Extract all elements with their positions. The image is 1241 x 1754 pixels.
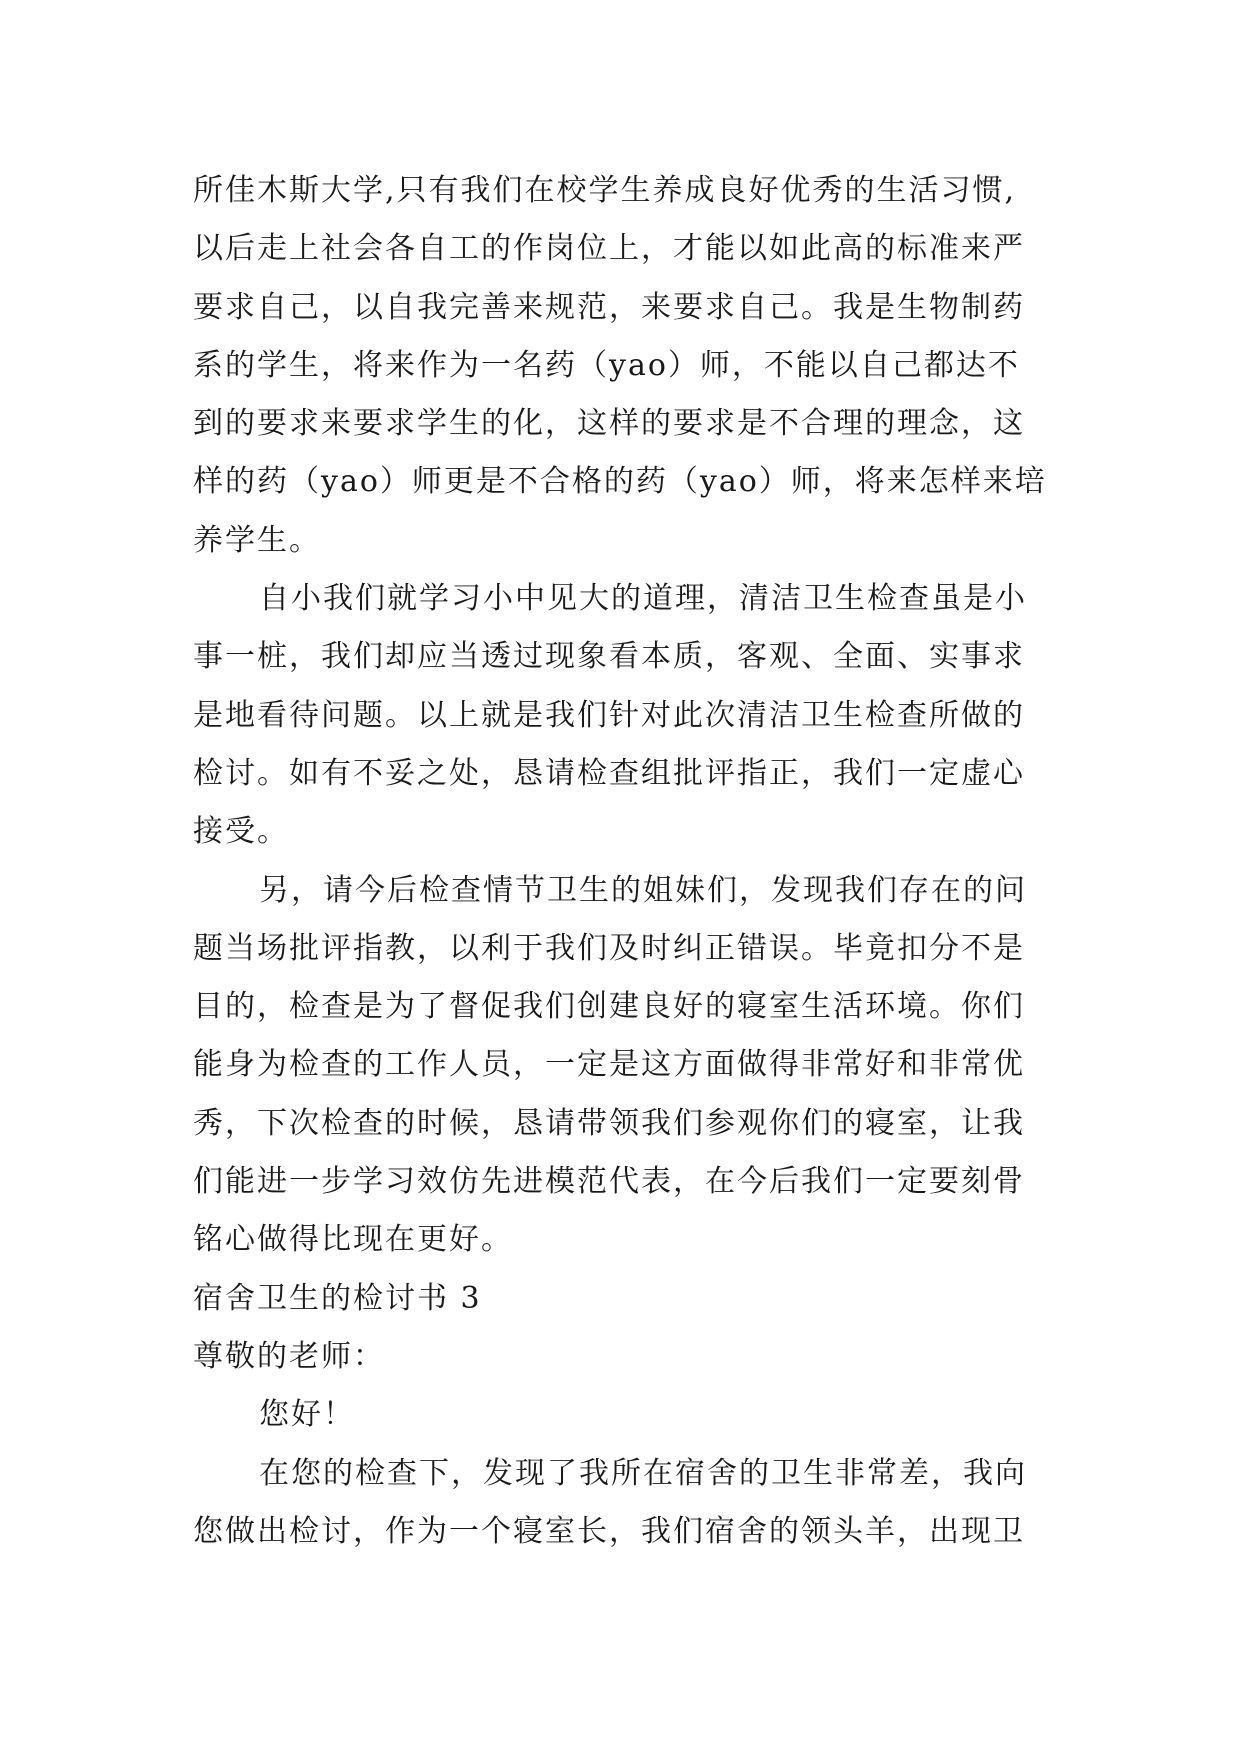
text-line: 能身为检查的工作人员，一定是这方面做得非常好和非常优 <box>193 1047 1025 1083</box>
paragraph-start-line: 另，请今后检查情节卫生的姐妹们，发现我们存在的问 <box>259 872 1027 908</box>
text-line: 样的药（yao）师更是不合格的药（yao）师，将来怎样来培 <box>193 464 1047 500</box>
text-line: 到的要求来要求学生的化，这样的要求是不合理的理念，这 <box>193 406 1025 442</box>
salutation: 尊敬的老师： <box>193 1338 385 1374</box>
text-line: 要求自己，以自我完善来规范，来要求自己。我是生物制药 <box>193 289 1025 325</box>
text-line: 检讨。如有不妥之处，恳请检查组批评指正，我们一定虚心 <box>193 755 1025 791</box>
text-line: 铭心做得比现在更好。 <box>193 1222 513 1258</box>
paragraph-start-line: 自小我们就学习小中见大的道理，清洁卫生检查虽是小 <box>259 581 1027 617</box>
text-line: 们能进一步学习效仿先进模范代表，在今后我们一定要刻骨 <box>193 1164 1025 1200</box>
paragraph-start-line: 在您的检查下，发现了我所在宿舍的卫生非常差，我向 <box>259 1455 1027 1491</box>
text-line: 秀，下次检查的时候，恳请带领我们参观你们的寝室，让我 <box>193 1105 1025 1141</box>
text-line: 接受。 <box>193 814 289 850</box>
text-line: 您做出检讨，作为一个寝室长，我们宿舍的领头羊，出现卫 <box>193 1513 1025 1549</box>
text-line: 系的学生，将来作为一名药（yao）师，不能以自己都达不 <box>193 347 1020 383</box>
text-line: 题当场批评指教，以利于我们及时纠正错误。毕竟扣分不是 <box>193 930 1025 966</box>
greeting: 您好！ <box>259 1397 355 1433</box>
text-line: 事一桩，我们却应当透过现象看本质，客观、全面、实事求 <box>193 639 1025 675</box>
text-line: 所佳木斯大学,只有我们在校学生养成良好优秀的生活习惯, <box>193 173 1017 208</box>
text-line: 养学生。 <box>193 522 321 558</box>
text-line: 目的，检查是为了督促我们创建良好的寝室生活环境。你们 <box>193 989 1025 1025</box>
section-heading: 宿舍卫生的检讨书 3 <box>193 1280 482 1316</box>
text-line: 以后走上社会各自工的作岗位上，才能以如此高的标准来严 <box>193 231 1025 267</box>
document-body <box>193 162 1073 1561</box>
text-line: 是地看待问题。以上就是我们针对此次清洁卫生检查所做的 <box>193 697 1025 733</box>
